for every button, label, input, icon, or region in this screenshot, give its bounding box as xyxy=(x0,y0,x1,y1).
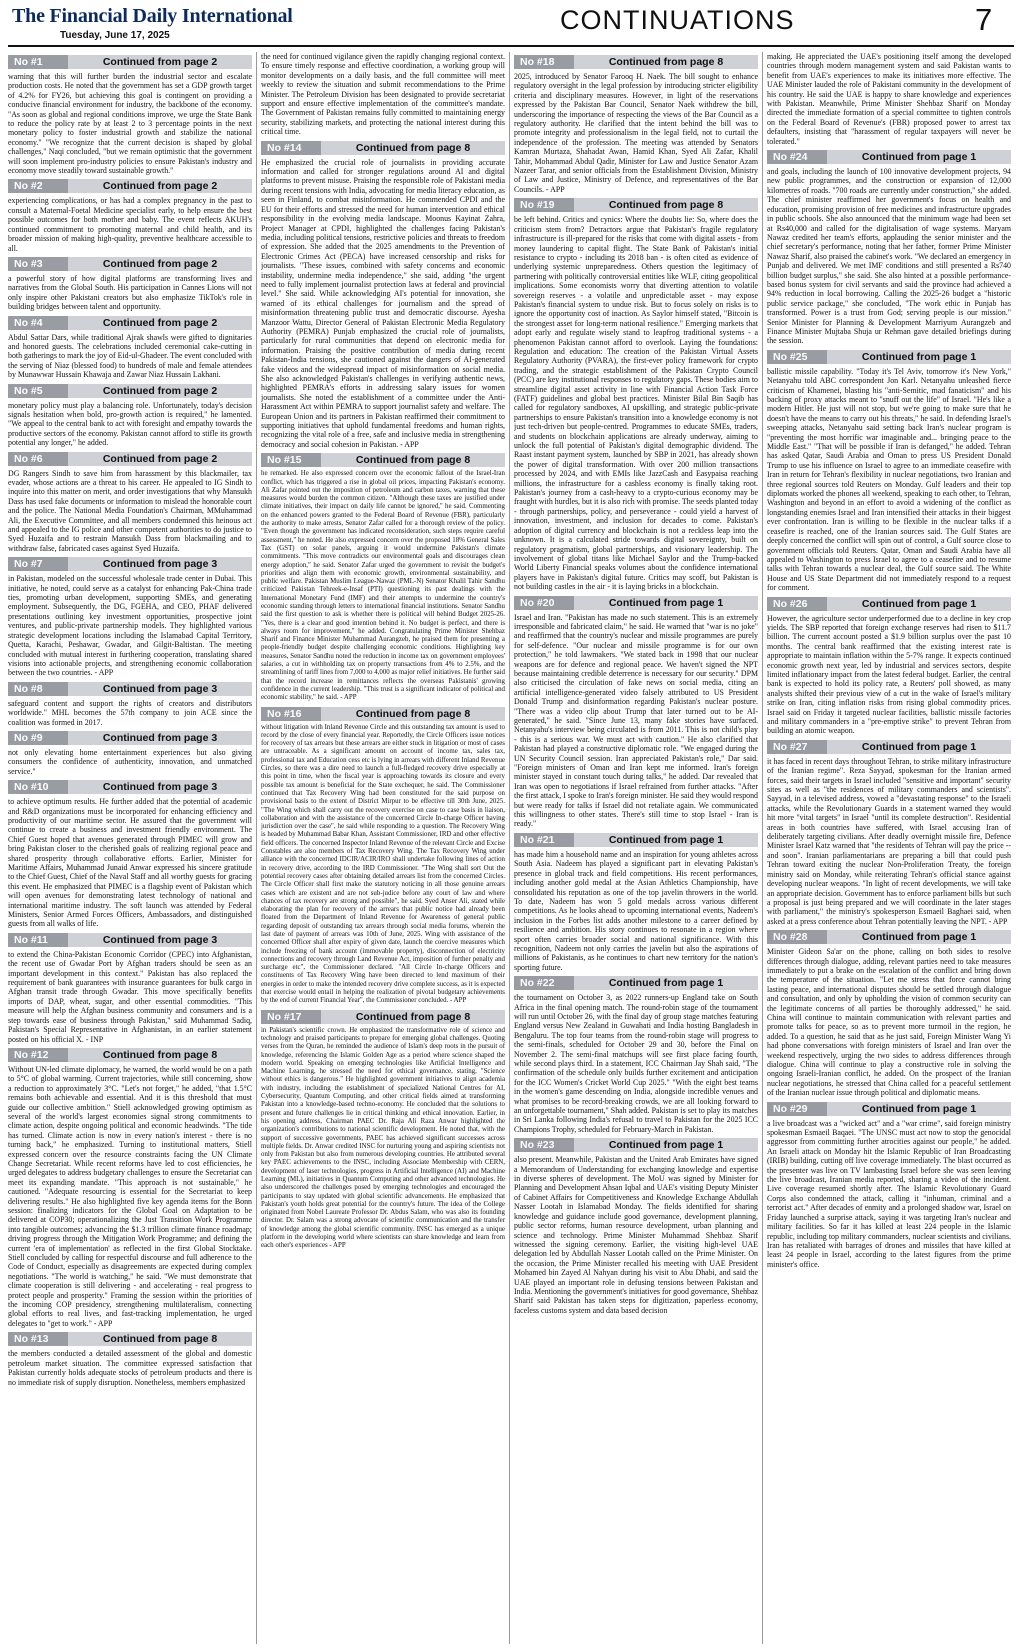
story-number-tag: No #20 xyxy=(514,596,574,610)
story-number-tag: No #22 xyxy=(514,976,574,990)
story-number-tag: No #9 xyxy=(8,731,68,745)
story-number-tag: No #25 xyxy=(767,350,827,364)
story-header-bar xyxy=(767,350,1011,364)
story-body-text: warning that this will further burden the industrial sector and escalate production costs. He noted that the government has set a GDP growth target of 4.2% for FY26, but achieving this goal is contingent on providing a conducive financial environment for industry, the backbone of the economy. "As soon as global and regional conditions improve, we urge the State Bank to reduce the policy rate by at least 2 to 3 percentage points in the next monetary policy to foster industrial growth and stabilize the national economy." "We recognize that the current decision is shaped by global challenges," Naqi concluded, "but we remain optimistic that the government will soon implement pro-industry policies to ensure Pakistan's industry and economy move steadily toward sustainable growth." xyxy=(8,72,252,176)
story-number-tag: No #4 xyxy=(8,316,68,330)
story-header-bar xyxy=(8,316,252,330)
continued-from-label: Continued from page 3 xyxy=(68,780,252,794)
story-body-text: and goals, including the launch of 100 innovative development projects, 94 new public programmes, and the construction or expansion of 12,000 kilometres of roads. "700 roads are currently under construction," she added. The chief minister reaffirmed her government's focus on health and education, promising provision of free medicines and infrastructure upgrades in public schools. She also announced that the minimum wage had been set at Rs40,000 and called for the digitalisation of wage systems. Maryam Nawaz credited her team's efforts, applauding the senior minister and the chief secretary's performance, noting that her father, former Prime Minister Nawaz Sharif, also praised the cabinet's work. "We declared an emergency in Punjab and delivered. We met IMF conditions and still presented a Rs740 billion budget surplus," she said. She also hinted at a possible performance-based bonus system for civil servants and said the province had achieved a 94% reduction in local borrowing. Calling the 2025-26 budget a "historic public service package," she concluded, "The work ethic in Punjab has transformed. Power is a trust from God; serving people is our mission." Senior Minister for Planning & Development Marriyum Aurangzeb and Finance Minister Mujtaba Shuja ur Rehman gave detailed briefings during the session. xyxy=(767,167,1011,346)
continued-from-label: Continued from page 8 xyxy=(321,707,505,721)
continued-from-label: Continued from page 1 xyxy=(827,350,1011,364)
continued-story xyxy=(261,141,505,450)
story-number-tag: No #23 xyxy=(514,1138,574,1152)
continued-story xyxy=(767,740,1011,926)
continued-from-label: Continued from page 2 xyxy=(68,55,252,69)
continued-story xyxy=(261,52,505,137)
continued-from-label: Continued from page 1 xyxy=(574,596,758,610)
story-header-bar xyxy=(8,384,252,398)
story-header-bar xyxy=(261,141,505,155)
story-body-text: he remarked. He also expressed concern over the economic fallout of the Israel-Iran conflict, which has triggered a rise in global oil prices, impacting Pakistan's economy. Ali Zafar pointed out the imposition of petroleum and carbon taxes, warning that these measures would burden the common citizen. "Although these taxes are justified under climate initiatives, their impact on daily life cannot be ignored," he said. Commenting on the enhanced powers granted to the Federal Board of Revenue (FBR), particularly the authority to make arrests, Senator Zafar called for a thorough review of the policy. "Even though the government has indicated reconsideration, such steps require careful assessment," he noted. He also expressed concern over the proposed 18% General Sales Tax (GST) on solar panels, arguing it would undermine Pakistan's climate commitments. "This move contradicts our environmental goals and discourages clean energy adoption," he said. Senator Zafar urged the government to revisit the budget's priorities and align them with economic growth, environmental sustainability, and public welfare. Pakistan Muslim League-Nawaz (PML-N) Senator Khalil Tahir Sandhu criticized Pakistan Tehreek-e-Insaf (PTI) questioning its past dealings with the International Monetary Fund (IMF) and their attempts to undermine the country's economic standing through letters to international financial institutions. Senator Sandhu said the first question to ask is whether there is political will behind Budget 2025-26. "Yes, there is a clear and good intention behind it. No budget is perfect, and there is always room for improvement," he added. Congratulating Prime Minister Shehbaz Sharif and Finance Minister Muhammad Aurangzeb, he praised them for presenting a people-friendly budget despite challenging economic conditions. Highlighting key measures, Senator Sandhu noted the reduction in income tax on government employees' salaries, a cut in withholding tax on property transactions from 4% to 2.5%, and the streamlining of tariff lines from 7,000 to 4,000 as major relief initiatives. He further said that the record increase in remittances reflects the overseas Pakistanis' growing confidence in the current leadership. "This trust is a significant indicator of political and economic stability," he said. - APP xyxy=(261,470,505,702)
continued-from-label: Continued from page 1 xyxy=(827,597,1011,611)
story-header-bar xyxy=(8,1332,252,1346)
continued-from-label: Continued from page 2 xyxy=(68,257,252,271)
story-body-text: to achieve optimum results. He further added that the potential of academic and R&D organizations must be incorporated for enhancing efficiency and productivity of our maritime sector. He assured that the government will continue to create a business and investment friendly environment. The Chief Guest hoped that avenues generated through PIMEC will grow and bring Pakistan closer to the cherished goals of realizing regional peace and shared prosperity through collaborative efforts. Earlier, Minister for Maritime Affairs, Muhammad Junaid Anwar expressed his sincere gratitude to the Chief Guest, Chief of the Naval Staff and all worthy guests for gracing this event. He emphasized that PIMEC is a flagship event of Pakistan which will open avenues for demonstrating latest technology of national and international maritime industry. The soft launch was attended by Federal Ministers, Senior Armed Forces Officers, Ambassadors, and distinguished guests from all walks of life. xyxy=(8,797,252,929)
story-number-tag: No #16 xyxy=(261,707,321,721)
continued-from-label: Continued from page 3 xyxy=(68,731,252,745)
story-number-tag: No #7 xyxy=(8,557,68,571)
story-body-text: the need for continued vigilance given the rapidly changing regional context. To ensure timely response and effective coordination, a working group will monitor developments on a daily basis, and the full committee will meet weekly to review the situation and submit recommendations to the Prime Minister. The Petroleum Division has been designated to provide secretariat support and ensure effective implementation of the committee's mandate. The Government of Pakistan remains fully committed to maintaining energy security, stabilizing markets, and protecting the national interest during this critical time. xyxy=(261,52,505,137)
story-header-bar xyxy=(767,1102,1011,1116)
continued-from-label: Continued from page 1 xyxy=(827,930,1011,944)
story-body-text: the members conducted a detailed assessment of the global and domestic petroleum market situation. The committee expressed satisfaction that Pakistan currently holds adequate stocks of petroleum products and there is no immediate risk of supply disruption. Nonetheless, members emphasized xyxy=(8,1349,252,1387)
continued-story xyxy=(767,350,1011,593)
continued-story xyxy=(8,731,252,776)
story-body-text: Israel and Iran. "Pakistan has made no such statement. This is an extremely irresponsible and fabricated claim," he said. He warned that "war is no joke" and reaffirmed that the country's nuclear and missile programmes are purely for self-defence. "Our nuclear and missile programme is for our own protection," he told lawmakers. "We stated back in 1998 that our nuclear weapons are for defence and regional peace. We haven't signed the NPT because maintaining credible deterrence is necessary for our security." DPM also criticised the circulation of fake news on social media, citing an artificial intelligence-generated video falsely attributed to US President Donald Trump and disinformation regarding Pakistan's nuclear posture. "There was a video clip about Trump that later turned out to be AI-generated," he said. "Since June 13, many fake stories have surfaced. Netanyahu's interview being circulated is from 2011. This is not child's play - this is a serious war. We must act with caution." He also clarified that Pakistan had played a constructive diplomatic role. "We engaged during the UN Security Council session. Iran appreciated Pakistan's role," Dar said. "Foreign ministers of Oman and Iran kept me informed. Iran's foreign minister stayed in constant touch during talks," he added. Dar revealed that Iran was open to negotiations if Israel refrained from further attacks. "After the first attack, I spoke to Iran's foreign minister. He said they would respond but were ready for talks if Israel did not retaliate again. We communicated this willingness to other states. There's still time to stop Israel - Iran is ready." xyxy=(514,612,758,829)
continued-from-label: Continued from page 1 xyxy=(827,150,1011,164)
story-body-text: has made him a household name and an inspiration for young athletes across South Asia. Nadeem has played a significant part in elevating Pakistan's presence in global track and field competitions. His recent performances, including another gold medal at the Asian Athletics Championship, have consolidated his reputation as one of the top javelin throwers in the world. To date, Nadeem has won 5 gold medals across various different competitions. As he looks ahead to upcoming international events, Nadeem's inclusion in the Forbes list adds another milestone to a career defined by resilience and ambition. His story continues to resonate in a region where sport often carries broader social and national significance. With this recognition, Nadeem not only carries the javelin but also the aspirations of millions of Pakistanis, as he continues to chart new territory for the nation's sporting future. xyxy=(514,849,758,972)
story-body-text: not only elevating home entertainment experiences but also giving consumers the confidence of authenticity, innovation, and unmatched service." xyxy=(8,747,252,776)
story-header-bar xyxy=(8,933,252,947)
continued-story xyxy=(767,1102,1011,1270)
story-body-text: a live broadcast was a "wicked act" and a "war crime", said foreign ministry spokesman Esmaeil Baqaei. "The UNSC must act now to stop the genocidal aggressor from committing further atrocities against our people," he added. An Israeli attack on Monday hit the Islamic Republic of Iran Broadcasting (IRIB) building, cutting off live coverage immediately. The blast occurred as the presenter was live on TV lambasting Israel before she was seen leaving the live broadcast, Iranian media reported, sharing a video of the incident. Live coverage resumed shortly after. The Islamic Revolutionary Guard Corps also condemned the attack, calling it "inhuman, criminal and a terrorist act." After decades of enmity and a prolonged shadow war, Israel on Friday launched a surprise attack, saying it was targeting Iran's nuclear and military facilities. So far it has killed at least 224 people in the Islamic republic, including top military commanders, nuclear scientists and civilians. Iran has retaliated with barrages of drones and missiles that have killed at least 24 people in Israel, according to the latest figures from the prime minister's office. xyxy=(767,1118,1011,1269)
continued-story xyxy=(767,52,1011,146)
story-number-tag: No #6 xyxy=(8,452,68,466)
story-number-tag: No #21 xyxy=(514,833,574,847)
story-header-bar xyxy=(8,257,252,271)
story-number-tag: No #1 xyxy=(8,55,68,69)
continued-story xyxy=(767,597,1011,736)
continued-story xyxy=(8,557,252,677)
continued-from-label: Continued from page 8 xyxy=(321,1010,505,1024)
story-body-text: Minister Gideon Sa'ar on the phone, calling on both sides to resolve differences through dialogue, adding, relevant parties need to take measures immediately to put a brake on the escalation of the conflict and bring down the temperature of the situation. "Let me stress that force cannot bring lasting peace, and international disputes should be settled through dialogue and consultation, and only by upholding the vision of common security can the legitimate concerns of all parties be thoroughly addressed," he said. China will continue to maintain communication with relevant parties and promote talks for peace, so as to prevent more turmoil in the region, he added. To a question, he said that as he just said, Foreign Minister Wang Yi had phone conversations with foreign ministers of Israel and Iran over the weekend respectively, urging the two sides to address differences through dialogue. China will continue to play a constructive role in solving the ongoing Israeli-Iranian conflict, he added. On the prospect of the Iranian nuclear negotiations, he stressed that China called for a peaceful settlement of the Iranian nuclear issue through political and diplomatic means. xyxy=(767,947,1011,1098)
story-number-tag: No #2 xyxy=(8,179,68,193)
story-header-bar xyxy=(514,198,758,212)
continued-story xyxy=(261,1010,505,1251)
news-column xyxy=(767,52,1011,1644)
story-number-tag: No #24 xyxy=(767,150,827,164)
continued-from-label: Continued from page 8 xyxy=(321,141,505,155)
continued-story xyxy=(514,55,758,194)
continued-story xyxy=(8,933,252,1044)
story-body-text: DG Rangers Sindh to save him from harassment by this blackmailer, tax evader, whose actions are a threat to his career. He appealed to IG Sindh to inquire into this matter on merit, and order investigations that why Mansukh Dass has used fake documents or information to mislead the honorable court and the police. The National Media Foundation's Chairman, MMuhammad Ali, the Executive Committee, and all members condemned this heinous act and appealed to the IG police and other competent authorities to do justice to Syed Huzaifa and to restrain Mansukh Dass from blackmailing and to withdraw false, fabricated cases against Syed Huzaifa. xyxy=(8,468,252,553)
story-body-text: it has faced in recent days throughout Tehran, to strike military infrastructure of the Iranian regime". Reza Sayyad, spokesman for the Iranian armed forces, said their targets in Israel included "sensitive and important" security sites as well as "the residences of military commanders and scientists". Sayyad, in a televised address, vowed a "devastating response" to the Israeli attacks, while the Revolutionary Guards in a statement warned they would hit more "vital targets" in Israel "until its complete destruction". Residential areas in both countries have suffered, with Israel accusing Iran of deliberately targeting civilians. After deadly overnight missile fire, Defence Minister Israel Katz warned that "the residents of Tehran will pay the price -- and soon". Iranian parliamentarians are preparing a bill that could push Tehran toward exiting the nuclear Non-Proliferation Treaty, the foreign ministry said on Monday, while reiterating Tehran's official stance against developing nuclear weapons. "In light of recent developments, we will take an appropriate decision. Government has to enforce parliament bills but such a proposal is just being prepared and we will coordinate in the later stages with parliament," the ministry's spokesperson Esmaeil Baghaei said, when asked at a press conference about Tehran potentially leaving the NPT. - APP xyxy=(767,756,1011,926)
continued-from-label: Continued from page 8 xyxy=(321,453,505,467)
story-number-tag: No #8 xyxy=(8,682,68,696)
continued-story xyxy=(514,833,758,972)
article-columns xyxy=(8,52,1014,1644)
section-title: CONTINUATIONS xyxy=(560,5,795,35)
continued-from-label: Continued from page 1 xyxy=(574,976,758,990)
story-number-tag: No #12 xyxy=(8,1048,68,1062)
continued-story xyxy=(8,1048,252,1328)
story-header-bar xyxy=(514,596,758,610)
issue-date: Tuesday, June 17, 2025 xyxy=(60,30,170,41)
story-body-text: 2025, introduced by Senator Farooq H. Naek. The bill sought to enhance regulatory oversight in the legal profession by introducing stricter eligibility criteria and disciplinary measures. However, in light of the reservations expressed by the Pakistan Bar Council, Senator Naek withdrew the bill, underscoring the importance of respecting the views of the Bar Council as a regulatory authority. He clarified that the intent behind the bill was to promote integrity and professionalism in the legal field, not to curtail the independence of the profession. The meeting was attended by Senators Kamran Murtaza, Shahadat Awan, Hamid Khan, Syed Ali Zafar, Khalil Tahir, Mohammad Abdul Qadir, Minister for Law and Justice Senator Azam Nazeer Tarar, and senior officials from the Establishment Division, Ministry of Law and Justice, Ministry of Defence, and representatives of the Bar Councils. - APP xyxy=(514,72,758,194)
story-header-bar xyxy=(8,452,252,466)
story-header-bar xyxy=(8,557,252,571)
story-header-bar xyxy=(514,55,758,69)
continued-from-label: Continued from page 1 xyxy=(827,1102,1011,1116)
page-number: 7 xyxy=(975,2,993,37)
story-header-bar xyxy=(767,930,1011,944)
continued-from-label: Continued from page 2 xyxy=(68,316,252,330)
continued-from-label: Continued from page 1 xyxy=(827,740,1011,754)
continued-from-label: Continued from page 8 xyxy=(68,1332,252,1346)
continued-from-label: Continued from page 8 xyxy=(574,198,758,212)
story-header-bar xyxy=(767,740,1011,754)
story-number-tag: No #29 xyxy=(767,1102,827,1116)
story-number-tag: No #26 xyxy=(767,597,827,611)
story-header-bar xyxy=(8,682,252,696)
masthead xyxy=(0,0,1022,44)
story-body-text: ballistic missile capability. "Today it's Tel Aviv, tomorrow it's New York," Netanyahu told ABC correspondent Jon Karl. Netanyahu unleashed fierce criticism of Khamenei, blasting his "anti-Semitic, mad fanaticism" and his backing of proxy attacks meant to "snuff out the life" of Israel. "He's like a modern Hitler. He just will not stop, but we're going to make sure that he doesn't have the means to carry out his threats," he said. In defending Israel's sweeping attacks, Netanyahu said setting back Iran's nuclear program is "preventing the most horrific war imaginable and... bringing peace to the Middle East." "That will be possible if Iran is defanged," he added. Tehran has asked Qatar, Saudi Arabia and Oman to press US President Donald Trump to use his influence on Israel to agree to an immediate ceasefire with Iran in return for Tehran's flexibility in nuclear negotiations, two Iranian and three regional sources told Reuters on Monday. Gulf leaders and their top diplomats worked the phones all weekend, speaking to each other, to Tehran, Washington and beyond in an effort to avoid a widening of the conflict as longstanding enemies Israel and Iran intensified their attacks in their biggest ever confrontation. Iran is willing to be flexible in the nuclear talks if a ceasefire is reached, one of the Iranian sources said. The Gulf States are deeply concerned the conflict will spin out of control, a Gulf source close to government officials told Reuters. Qatar, Oman and Saudi Arabia have all appealed to Washington to press Israel to agree to a ceasefire and to resume talks with Tehran towards a nuclear deal, the Gulf source said. The White House and US State Department did not immediately respond to a request for comment. xyxy=(767,366,1011,593)
story-header-bar xyxy=(8,179,252,193)
story-header-bar xyxy=(261,1010,505,1024)
continued-from-label: Continued from page 8 xyxy=(68,1048,252,1062)
story-header-bar xyxy=(8,55,252,69)
story-body-text: However, the agriculture sector underperformed due to a decline in key crop yields. The SBP reported that foreign exchange reserves had risen to $11.7 billion. The current account posted a $1.9 billion surplus over the past 10 months. The central bank reaffirmed that the existing interest rate is appropriate to maintain inflation within the 5-7% range. It expects continued economic growth next year, led by industrial and services sectors, despite limited inflationary impact from the latest federal budget. Earlier, the central bank is expected to hold its policy rate, a Reuters' poll showed, as many analysts shifted their previous view of a cut in the wake of Israel's military strike on Iran, citing inflation risks from rising global commodity prices. Israel said on Friday it targeted nuclear facilities, ballistic missile factories and military commanders in a "pre-emptive strike" to prevent Tehran from building an atomic weapon. xyxy=(767,613,1011,736)
story-number-tag: No #28 xyxy=(767,930,827,944)
story-header-bar xyxy=(8,1048,252,1062)
continued-story xyxy=(8,1332,252,1387)
story-header-bar xyxy=(514,833,758,847)
story-number-tag: No #17 xyxy=(261,1010,321,1024)
continued-from-label: Continued from page 3 xyxy=(68,933,252,947)
continued-story xyxy=(261,453,505,702)
story-body-text: Without UN-led climate diplomacy, he warned, the world would be on a path to 5°C of global warming. Current trajectories, while still concerning, show a reduction to approximately 3°C. "Let's not forget," he added, "that 1.5°C remains both achievable and essential. And it is this threshold that must guide our collective ambition." Stiell acknowledged growing optimism as several of the world's largest economies signal strong commitments to climate action, despite ongoing political and economic headwinds. "The tide has turned. Climate action is now in every nation's interest - there is no turning back," he emphasized. Turning to institutional matters, Stiell expressed concern over the resource constraints facing the UN Climate Change Secretariat. While recent reforms have led to cost efficiencies, he urged delegates to address budgetary challenges to ensure the Secretariat can meet its expanding mandate. "This approach is not sustainable," he cautioned. "Adequate resourcing is essential for the Secretariat to keep delivering results." He also highlighted five key agenda items for the Bonn session: finalizing indicators for the Global Goal on Adaptation to be delivered at COP30; operationalizing the Just Transition Work Programme into tangible outcomes; advancing the $1.3 trillion climate finance roadmap; driving progress through the Mitigation Work Programme; and defining the current 'era of implementation' as reflected in the first Global Stocktake. Stiell concluded by calling for respectful discourse and full adherence to the Code of Conduct, especially as disagreements are expected during complex negotiations. "The world is watching," he said. "We must demonstrate that climate cooperation is still delivering - and accelerating - real progress to protect people and prosperity." Framing the session within the priorities of the incoming COP presidency, strengthening multilateralism, connecting global efforts to real lives, and fast-tracking implementation, he urged delegates to "get to work." - APP xyxy=(8,1064,252,1328)
continued-from-label: Continued from page 2 xyxy=(68,452,252,466)
story-body-text: He emphasized the crucial role of journalists in providing accurate information and called for stronger regulations around AI and digital platforms to prevent misuse. Praising the responsible role of Pakistani media during recent tensions with India, advocating for media literacy education, as seen in Finland, to combat misinformation. He commended CPDI and the EU for their efforts and stressed the need for human intervention and ethical responsibility in the evolving media landscape. Moonus Kayinat Zahra, Project Manager at CPDI, highlighted the challenges facing Pakistan's media, including political tensions, restrictive policies and threats to freedom of expression. She added that the 2025 amendments to the Prevention of Electronic Crimes Act (PECA) have increased censorship and risks for journalists. "These issues, combined with safety concerns and economic instability, undermine media independence," she said, adding "the urgent need to fully implement journalist protection laws at federal and provincial level." She said. While acknowledging AI's potential for innovation, she warned of its ethical challenges for journalism and the spread of misinformation threatening public trust and democratic discourse. Ayesha Manzoor Wattu, Director General of Pakistan Electronic Media Regulatory Authority (PEMRA) Punjab emphasized the crucial role of journalists, particularly for rural communities that depend on electronic media for information. Praising the positive contribution of media during recent Pakistan-India tensions, she cautioned against the dangers of AI-generated fake videos and the widespread impact of misinformation on social media. She also acknowledged Pakistan's challenges in verifying authentic news, highlighted PEMRA's efforts in addressing salary issues for women journalists. She noted the establishment of a committee under the Anti-Harassment Act within PEMRA to support journalist safety and welfare. The European Union and its partners in Pakistan reaffirmed their commitment to supporting initiatives that uphold fundamental freedoms and human rights, recognizing the vital role of a free, safe and inclusive media in strengthening democracy and social cohesion in Pakistan. - APP xyxy=(261,157,505,449)
continued-story xyxy=(8,452,252,554)
story-number-tag: No #10 xyxy=(8,780,68,794)
story-number-tag: No #3 xyxy=(8,257,68,271)
continued-story xyxy=(8,55,252,175)
continued-story xyxy=(514,596,758,829)
story-number-tag: No #27 xyxy=(767,740,827,754)
news-column xyxy=(514,52,758,1644)
story-body-text: in Pakistan, modeled on the successful wholesale trade center in Dubai. This initiative, he noted, could serve as a catalyst for enhancing Pak-China trade ties, promoting urban development, supporting SMEs, and generating employment. Subsequently, the DG, FGEHA, and CEO, PHAF delivered presentations outlining key investment opportunities, prospective joint ventures, and public-private partnership models. They highlighted various strategic development locations including the Islamabad Capital Territory, Quetta, Karachi, Peshawar, Gwadar, and Gilgit-Baltistan. The meeting concluded with mutual interest in furthering cooperation, translating shared visions into actionable projects, and strengthening economic collaboration between the two countries. - APP xyxy=(8,574,252,678)
masthead-rule xyxy=(8,45,1014,47)
story-header-bar xyxy=(261,453,505,467)
story-number-tag: No #13 xyxy=(8,1332,68,1346)
story-body-text: making. He appreciated the UAE's positioning itself among the developed countries through modern management system and said Pakistan wants to benefit from UAE's experiences to make its initiatives more effective. The UAE Minister lauded the role of Pakistani community in the development of his country. He said the UAE is happy to share knowledge and experiences with Pakistan. Meanwhile, Prime Minister Shehbaz Sharif on Monday directed the immediate formation of a special committee to tighten controls on the Federal Board of Revenue's (FBR) proposed power to arrest tax defaulters, insisting that "harassment of regular taxpayers will never be tolerated." xyxy=(767,52,1011,146)
continued-story xyxy=(767,930,1011,1098)
continued-story xyxy=(8,316,252,380)
story-body-text: monetary policy must play a balancing role. Unfortunately, today's decision signals hesitation when bold, pro-growth action is required," he lamented. "We appeal to the central bank to act with foresight and empathy towards the productive sectors of the economy. Pakistan cannot afford to stifle its growth potential any longer," he added. xyxy=(8,400,252,448)
story-body-text: a powerful story of how digital platforms are transforming lives and narratives from the Global South. His participation in Cannes Lions will not only inspire other Pakistani creators but also emphasize TikTok's role in building bridges between talent and opportunity. xyxy=(8,273,252,312)
story-header-bar xyxy=(767,150,1011,164)
continued-story xyxy=(8,384,252,448)
story-number-tag: No #11 xyxy=(8,933,68,947)
publication-name: The Financial Daily International xyxy=(12,5,293,27)
story-body-text: safeguard content and support the rights of creators and distributors worldwide." MHL becomes the 57th company to join ACE since the coalition was formed in 2017. xyxy=(8,698,252,727)
story-number-tag: No #5 xyxy=(8,384,68,398)
continued-story xyxy=(8,780,252,929)
continued-from-label: Continued from page 3 xyxy=(68,682,252,696)
story-body-text: Abdul Sattar Dars, while traditional Ajrak shawls were gifted to dignitaries and honored guests. The celebrations included ceremonial cake-cutting in both gatherings to mark the joy of Eid-ul-Ghadeer. The event concluded with the serving of Niaz (blessed food) to hundreds of male and female attendees by Munawwar Hussain Khawaja and Zawar Niaz Hussain Lakhani. xyxy=(8,332,252,380)
news-column xyxy=(8,52,252,1644)
story-number-tag: No #15 xyxy=(261,453,321,467)
news-column xyxy=(261,52,505,1644)
continued-story xyxy=(261,707,505,1006)
story-number-tag: No #14 xyxy=(261,141,321,155)
continued-story xyxy=(767,150,1011,346)
story-header-bar xyxy=(8,780,252,794)
continued-from-label: Continued from page 1 xyxy=(574,1138,758,1152)
continued-from-label: Continued from page 1 xyxy=(574,833,758,847)
continued-story xyxy=(514,198,758,591)
continued-from-label: Continued from page 3 xyxy=(68,557,252,571)
story-header-bar xyxy=(8,731,252,745)
continued-story xyxy=(514,976,758,1134)
story-header-bar xyxy=(514,976,758,990)
story-header-bar xyxy=(767,597,1011,611)
continued-story xyxy=(8,257,252,312)
continued-story xyxy=(8,682,252,727)
story-body-text: without litigation with Inland Revenue Circle and this outstanding tax amount is used to record by the close of every financial year. Reportedly, the Circle Officers issue notices for recovery of tax arrears but these arrears are either stuck in litigation or most of cases are untraceable. As a significant amount on account of income tax, sales tax, professional tax and Education cess etc is lying in arrears with different Inland Revenue Circles, so there was a dire need to launch a full-fledged recovery drive especially at this point in time, when the fiscal year is approaching towards its closure and every possible tax amount is beneficial for the State exchequer, he said. The Commissioner continued that Tax Recovery Wing had been constituted for the said purpose on provisional basis to the extent of District Mirpur to be effective till 30th June, 2025. "The Wing which shall carry out the recovery exercise on case to case basis in liaison, collaboration and with the assistance of the concerned Circle In-charge Officer having jurisdiction over the case", he said while responding to a question. The Recovery Wing is headed by Muhammad Babar Khan, Assistant Commissioner, IRD and other effective field officers. The concerned Inspector Inland Revenue of the relevant Circle and Excise Constables are also members of Tax Recovery Wing. The Tax Recovery Wing under alliance with the concerned IDCIR/ACIR/IRO shall undertake following lines of action in recovery drive, according to the IRD Commissioner. "The Wing shall sort Out the potential recovery cases after obtaining detailed arrears list from the concerned Circles. The Circle Officer shall first make the statutory noticing in all those genuine arrears cases which are existent and are not sub-judice before any court of law and where chances of tax recovery are strong and possible", he said. Syed Anser Ali, stated while elaborating the plan for recovery of the arrears that public notice had already been floated from the Department of Inland Revenue for Awareness of general public regarding deposit of outstanding tax arrears through social media forums, wherein the last date of payment of arrears was 10th of June, 2025. Wing with assistance of the concerned Officer shall after expiry of given date, launch the coercive measures which include freezing of bank account (immovable property), disconnection of electricity connections and recovery through Land Revenue Act, imposition of further penalty and surcharge etc", the Commissioner declared. "All Circle In-charge Officers and constituents of Tax Recovery Wing have been directed to lend maximum of their energies in order to make the intended recovery drive complete success, as it is expected that exercise would entail in helping the realization of pivotal budgetary achievements by the end of current Financial Year", the Commissioner concluded. - APP xyxy=(261,723,505,1005)
story-body-text: also present. Meanwhile, Pakistan and the United Arab Emirates have signed a Memorandum of Understanding for exchanging knowledge and expertise in diverse spheres of development. The MoU was signed by Minister for Planning and Development Ahsan Iqbal and UAE's visiting Deputy Minister of Cabinet Affairs for Competitiveness and Knowledge Exchange Abdullah Nasser Lootah in Islamabad Monday. The fields identified for sharing knowledge and guidance include good governance, development planning, public sector reforms, human resource development, urban planning and science and technology. Prime Minister Muhammad Shehbaz Sharif witnessed the signing ceremony. Earlier, the visiting high-level UAE delegation led by Abdullah Nasser Lootah called on the Prime Minister. On the occasion, the Prime Minister recalled his meeting with UAE President Mohamed bin Zayed Al Nahyan during his visit to Abu Dhabi, and said the UAE played an important role in defusing tensions between Pakistan and India. Mentioning the government's initiatives for good governance, Shehbaz Sharif said Pakistan has taken steps for digitization, paperless economy, faceless customs system and data based decision xyxy=(514,1155,758,1315)
story-body-text: to extend the China-Pakistan Economic Corridor (CPEC) into Afghanistan, the recent use of Gwadar Port by Afghan traders should be seen as an important development in this context." Pakistan has also replaced the requirement of bank guarantees with insurance guarantees for bulk cargo in Afghan transit trade through Gwadar. This move specifically benefits imports of DAP, wheat, sugar, and other essential commodities. "This measure will help the Afghan business community and consumers and is a step towards ease of business through Pakistan," said Muhammad Sadiq, Pakistan's Special Representative in Afghanistan, in an earlier statement posted on his official X. - INP xyxy=(8,949,252,1044)
story-body-text: in Pakistan's scientific crown. He emphasized the transformative role of science and technology and praised participants to prepare for emerging global challenges. Quoting verses from the Quran, he reminded the audience of Islam's deep roots in the pursuit of knowledge, referencing the Islamic Golden Age as a period where science shaped the modern world. Speaking on emerging technologies like Artificial Intelligence and Machine Learning, he stressed the need for ethical governance, stating, "Science without ethics is dangerous." He highlighted government initiatives to align academia with industry, including the establishment of specialized National Centres for AI, Cybersecurity, Quantum Computing, and other critical fields aimed at transforming Pakistan into a knowledge-based techno-economy. He concluded that the solutions to present and future challenges lie in critical thinking and ethical innovation. Earlier, in his opening address, Chairman PAEC Dr. Raja Ali Raza Anwar highlighted the organization's contributions to national scientific development. He noted that, with the support of successive governments, PAEC has achieved significant successes across multiple fields. Dr. Anwar credited INSC for nurturing young and aspiring scientists not only from Pakistan but also from numerous developing countries. He attributed several key PAEC achievements to the INSC, including Associate Membership with CERN, development of laser technologies, progress in Artificial Intelligence (AI) and Machine Learning (ML), initiatives in Quantum Computing and other advanced technologies. He also underscored the challenges posed by emerging technologies and encouraged the participants to stay updated with global scientific advancements. He emphasized that Pakistan's youth holds great potential for the country's future. The idea of the College originated from Nobel Laureate Professor Dr. Abdus Salam, who was also its founding director. Dr. Salam was a strong advocate of scientific communication and the transfer of knowledge among the global scientific community. INSC has emerged as a unique platform in the developing world where scientists can share knowledge and learn from each other's experiences - APP xyxy=(261,1026,505,1250)
story-body-text: the tournament on October 3, as 2022 runners-up England take on South Africa in the final opening match. The round-robin stage of the tournament will run until October 26, with the final day of group stage matches featuring England versus New Zealand in Guwahati and India hosting Bangladesh in Bengaluru. The top four teams from the round-robin stage will progress to the semi-finals, scheduled for October 29 and 30, before the Final on November 2. The semi-final matchups will see first place facing fourth, while second plays third. In a statement, ICC Chairman Jay Shah said, "The confirmation of the schedule only builds further excitement and anticipation for the ICC Women's Cricket World Cup 2025." "With the eight best teams in the women's game descending on India, alongside incredible venues and what promises to be record-breaking crowds, we are all looking forward to an unforgettable tournament," Shah added. Pakistan is set to play its matches in Sri Lanka following India's refusal to travel to Pakistan for the 2025 ICC Champions Trophy, scheduled for February-March in Pakistan. xyxy=(514,993,758,1134)
story-body-text: experiencing complications, or has had a complex pregnancy in the past to consult a Maternal-Foetal Medicine specialist early, to help ensure the best possible outcomes for both mother and baby. The event reflects AKUH's continued commitment to promoting maternal and child health, and its broader mission of making high-quality, preventive healthcare accessible to all. xyxy=(8,196,252,253)
story-number-tag: No #19 xyxy=(514,198,574,212)
story-header-bar xyxy=(514,1138,758,1152)
continued-from-label: Continued from page 8 xyxy=(574,55,758,69)
story-number-tag: No #18 xyxy=(514,55,574,69)
story-body-text: be left behind. Critics and cynics: Where the doubts lie: So, where does the criticism stem from? Detractors argue that Pakistan's fragile regulatory infrastructure is ill-prepared for the risks that come with digital assets - from money laundering to capital flight. The State Bank of Pakistan's initial resistance to crypto - including its 2018 ban - is often cited as evidence of underlying systemic unpreparedness. Others question the legitimacy of partnering with politically controversial entities like WLF, citing geopolitical implications. Some economists worry that diverting attention to volatile sovereign reserves - a volatile and unpredictable asset - may expose Pakistan's financial system to undue risk. But to focus solely on risks is to ignore the opportunity cost of inaction. As Saylor himself stated, "Bitcoin is the strongest asset for long-term national resilience." Emerging markets that adopt early and regulate wisely stand to leapfrog traditional systems - a phenomenon Pakistan cannot afford to overlook. Laying the foundations: Regulation and education: The creation of the Pakistan Virtual Assets Regulatory Authority (PVARA), the first-ever policy framework for crypto trading, and the strategic establishment of the Pakistan Crypto Council (PCC) are key institutional responses to regulatory gaps. These bodies aim to streamline digital asset activity in line with Financial Action Task Force (FATF) guidelines and global best practices. Minister Bilal Bin Saqib has called for regulatory sandboxes, AI upskilling, and strategic public-private partnerships to ensure Pakistan's transition into a knowledge economy is not just tech-driven but people-centred. Programmes to educate SMEs, traders, and students on blockchain applications are already underway, aiming to unlock the full potential of Pakistan's digital demographic dividend. The Raast instant payment system, launched by SBP in 2021, has already shown the power of digital transformation. With over 200 million transactions processed by 2024, and with EMIs like JazzCash and Easypaisa reaching millions, the infrastructure for a cashless economy is finally taking root. Pakistan's journey from a cash-heavy to a crypto-curious economy may be fraught with hurdles, but it is also rich with promise. The seeds planted today - through partnerships, policy, and perseverance - could yield a harvest of innovation, investment, and inclusion for decades to come. Pakistan's adoption of digital currency and blockchain is not a reckless leap into the unknown. It is a calculated stride towards digital sovereignty, built on regulatory pragmatism, global partnerships, and visionary leadership. The involvement of global titans like Michael Saylor and the Trump-backed World Liberty Financial speaks volumes about the confidence international players have in Pakistan's digital future. Critics may scoff, but Pakistan is not building castles in the air - it is laying bricks in a blockchain. xyxy=(514,215,758,592)
continued-from-label: Continued from page 2 xyxy=(68,179,252,193)
continued-story xyxy=(8,179,252,252)
continued-story xyxy=(514,1138,758,1315)
continued-from-label: Continued from page 2 xyxy=(68,384,252,398)
story-header-bar xyxy=(261,707,505,721)
